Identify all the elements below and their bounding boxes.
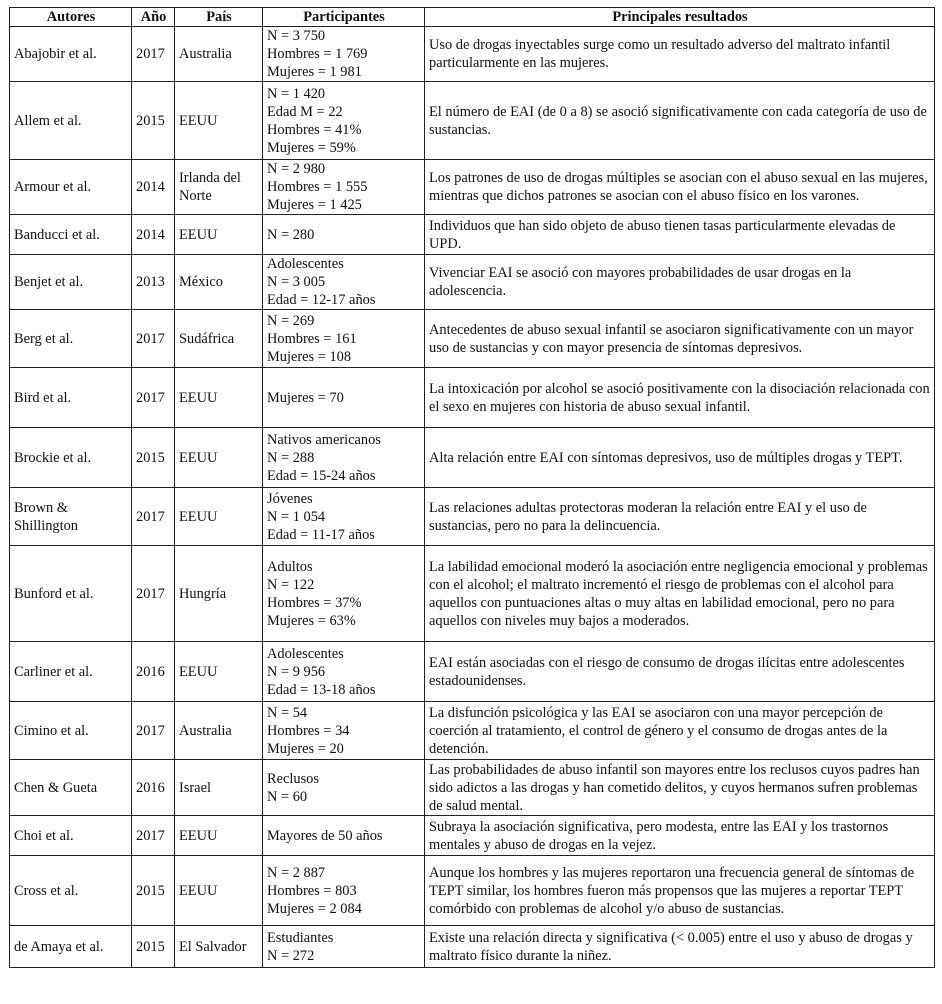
results-cell: Antecedentes de abuso sexual infantil se asociaron significativamente con un mayor uso de sustancias y con mayor presencia de síntomas depresivos. [425,310,935,368]
country-cell: EEUU [175,816,263,856]
participants-cell [263,428,425,488]
participants-cell [263,310,425,368]
table-header-row [10,8,935,27]
participants-line: Edad = 13-18 años [267,681,376,698]
results-cell: Existe una relación directa y significativa (< 0.005) entre el uso y abuso de drogas y maltrato físico durante la niñez. [425,926,935,968]
year-cell: 2016 [132,760,175,816]
year-cell: 2017 [132,310,175,368]
country-cell: EEUU [175,82,263,160]
authors-cell: de Amaya et al. [10,926,132,968]
participants-cell [263,215,425,255]
participants-line: N = 272 [267,947,315,964]
header-year: Año [132,8,175,27]
participants-line: N = 60 [267,788,308,805]
participants-line: Edad M = 22 [267,103,343,120]
authors-cell: Benjet et al. [10,255,132,310]
authors-cell: Cross et al. [10,856,132,926]
country-cell: EEUU [175,856,263,926]
year-cell: 2015 [132,82,175,160]
year-cell: 2016 [132,642,175,702]
year-cell: 2014 [132,160,175,215]
participants-line: N = 2 887 [267,864,326,881]
results-cell: La intoxicación por alcohol se asoció positivamente con la disociación relacionada con el sexo en mujeres con historia de abuso sexual infantil. [425,368,935,428]
results-cell: Aunque los hombres y las mujeres reportaron una frecuencia general de síntomas de TEPT similar, los hombres fueron más propensos que las mujeres a reportar TEPT comórbido con problemas de alcohol y/o abuso de sustancias. [425,856,935,926]
results-cell: Las probabilidades de abuso infantil son mayores entre los reclusos cuyos padres han sido adictos a las drogas y han cometido delitos, y cuyos hermanos sufren problemas de salud mental. [425,760,935,816]
participants-line: Hombres = 161 [267,330,357,347]
participants-line: Mujeres = 59% [267,139,356,156]
country-cell: EEUU [175,488,263,546]
participants-line: Adolescentes [267,256,344,272]
year-cell: 2015 [132,926,175,968]
year-cell: 2017 [132,368,175,428]
participants-cell [263,546,425,642]
year-cell: 2017 [132,546,175,642]
participants-line: N = 122 [267,576,315,593]
participants-line: Mujeres = 1 981 [267,64,362,80]
participants-line: Reclusos [267,770,319,787]
participants-line: N = 288 [267,449,315,466]
country-cell: Israel [175,760,263,816]
table-row [10,488,935,546]
results-cell: EAI están asociadas con el riesgo de consumo de drogas ilícitas entre adolescentes estadounidenses. [425,642,935,702]
participants-line: Mayores de 50 años [267,827,383,844]
participants-line: Mujeres = 2 084 [267,900,362,917]
table-row [10,428,935,488]
country-cell: Irlanda del Norte [175,160,263,215]
participants-cell [263,760,425,816]
country-cell: Australia [175,27,263,82]
participants-line: Edad = 12-17 años [267,292,376,308]
results-cell: La labilidad emocional moderó la asociación entre negligencia emocional y problemas con el alcohol; el maltrato incrementó el riesgo de problemas con el alcohol para aquellos con puntuaciones altas o muy altas en labilidad emocional, pero no para aquellos con niveles muy bajos a moderados. [425,546,935,642]
participants-cell [263,702,425,760]
studies-table [9,7,935,968]
participants-line: Mujeres = 108 [267,348,352,365]
participants-line: N = 54 [267,704,308,721]
year-cell: 2013 [132,255,175,310]
participants-line: Nativos americanos [267,431,381,448]
table-row [10,760,935,816]
table-row [10,160,935,215]
table-row [10,310,935,368]
participants-cell [263,82,425,160]
table-row [10,642,935,702]
year-cell: 2017 [132,702,175,760]
participants-line: Mujeres = 20 [267,740,344,757]
participants-line: Hombres = 41% [267,121,362,138]
table-row [10,702,935,760]
year-cell: 2017 [132,27,175,82]
authors-cell: Chen & Gueta [10,760,132,816]
header-authors: Autores [10,8,132,27]
participants-line: Edad = 11-17 años [267,526,375,543]
participants-cell [263,368,425,428]
authors-cell: Bunford et al. [10,546,132,642]
participants-line: Hombres = 37% [267,594,362,611]
country-cell: Hungría [175,546,263,642]
country-cell: Sudáfrica [175,310,263,368]
participants-line: Hombres = 34 [267,722,350,739]
participants-line: N = 280 [267,226,315,243]
country-cell: México [175,255,263,310]
year-cell: 2014 [132,215,175,255]
participants-line: Adolescentes [267,645,344,662]
participants-line: Mujeres = 70 [267,389,344,406]
participants-cell [263,27,425,82]
participants-cell [263,255,425,310]
country-cell: EEUU [175,428,263,488]
participants-cell [263,160,425,215]
authors-cell: Carliner et al. [10,642,132,702]
results-cell: Uso de drogas inyectables surge como un resultado adverso del maltrato infantil particularmente en las mujeres. [425,27,935,82]
participants-line: N = 1 420 [267,85,326,102]
participants-line: Mujeres = 1 425 [267,197,362,213]
year-cell: 2015 [132,428,175,488]
country-cell: EEUU [175,368,263,428]
year-cell: 2015 [132,856,175,926]
header-participants: Participantes [263,8,425,27]
table-row [10,816,935,856]
header-results: Principales resultados [425,8,935,27]
results-cell: Individuos que han sido objeto de abuso tienen tasas particularmente elevadas de UPD. [425,215,935,255]
results-cell: Los patrones de uso de drogas múltiples se asocian con el abuso sexual en las mujeres, mientras que dichos patrones se asocian con el abuso físico en los varones. [425,160,935,215]
participants-line: Hombres = 803 [267,882,357,899]
participants-cell [263,488,425,546]
country-cell: EEUU [175,642,263,702]
participants-line: Hombres = 1 555 [267,179,368,195]
participants-line: Jóvenes [267,490,313,507]
country-cell: Australia [175,702,263,760]
table-row [10,926,935,968]
authors-cell: Armour et al. [10,160,132,215]
results-cell: Subraya la asociación significativa, pero modesta, entre las EAI y los trastornos mentales y abuso de drogas en la vejez. [425,816,935,856]
authors-cell: Choi et al. [10,816,132,856]
participants-line: Edad = 15-24 años [267,467,376,484]
results-cell: El número de EAI (de 0 a 8) se asoció significativamente con cada categoría de uso de sustancias. [425,82,935,160]
table-row [10,546,935,642]
authors-cell: Berg et al. [10,310,132,368]
participants-line: N = 3 005 [267,274,326,290]
table-row [10,215,935,255]
year-cell: 2017 [132,816,175,856]
participants-line: Mujeres = 63% [267,612,356,629]
participants-line: N = 9 956 [267,663,326,680]
participants-line: N = 2 980 [267,161,326,177]
table-body [10,27,935,968]
results-cell: Las relaciones adultas protectoras moderan la relación entre EAI y el uso de sustancias, pero no para la delincuencia. [425,488,935,546]
authors-cell: Abajobir et al. [10,27,132,82]
authors-cell: Cimino et al. [10,702,132,760]
participants-line: N = 1 054 [267,508,326,525]
authors-cell: Brown & Shillington [10,488,132,546]
results-cell: Vivenciar EAI se asoció con mayores probabilidades de usar drogas en la adolescencia. [425,255,935,310]
authors-cell: Allem et al. [10,82,132,160]
results-cell: Alta relación entre EAI con síntomas depresivos, uso de múltiples drogas y TEPT. [425,428,935,488]
table-row [10,368,935,428]
participants-cell [263,816,425,856]
authors-cell: Brockie et al. [10,428,132,488]
authors-cell: Bird et al. [10,368,132,428]
table-row [10,856,935,926]
participants-line: N = 3 750 [267,28,326,44]
table-row [10,27,935,82]
authors-cell: Banducci et al. [10,215,132,255]
country-cell: El Salvador [175,926,263,968]
header-country: País [175,8,263,27]
country-cell: EEUU [175,215,263,255]
participants-line: Hombres = 1 769 [267,46,368,62]
participants-line: N = 269 [267,312,315,329]
participants-line: Estudiantes [267,929,334,946]
table-row [10,255,935,310]
participants-cell [263,856,425,926]
table-row [10,82,935,160]
participants-line: Adultos [267,558,313,575]
participants-cell [263,926,425,968]
year-cell: 2017 [132,488,175,546]
participants-cell [263,642,425,702]
results-cell: La disfunción psicológica y las EAI se asociaron con una mayor percepción de coerción al tratamiento, el control de género y el consumo de drogas antes de la detención. [425,702,935,760]
